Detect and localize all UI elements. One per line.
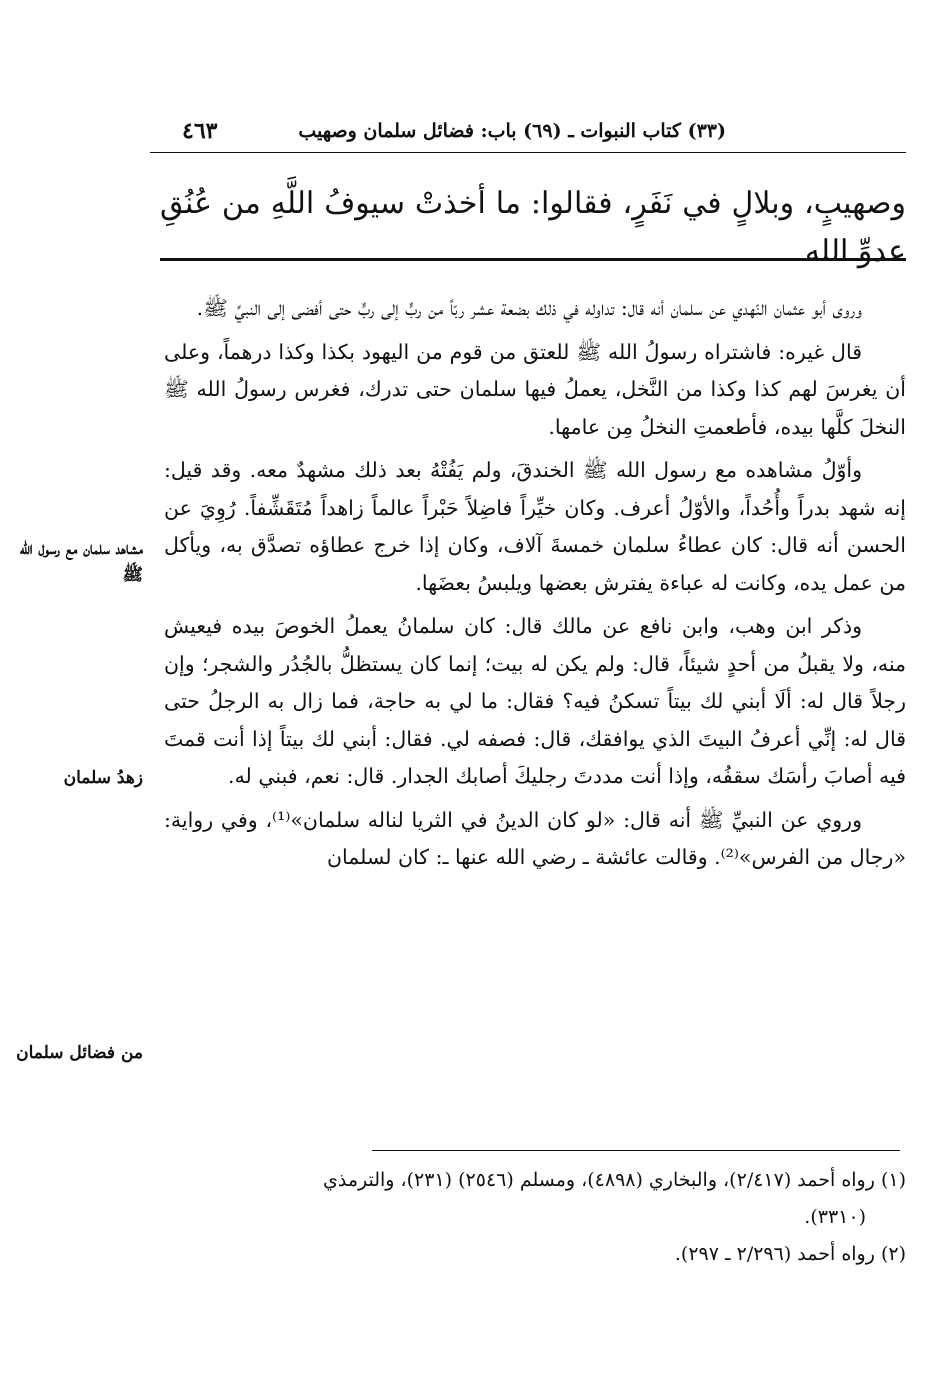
paragraph: قال غيره: فاشتراه رسولُ الله ﷺ للعتق من قوم من اليهود بكذا وكذا درهماً، وعلى أن يغرسَ لهم كذا وكذا من النَّخل، يعملُ فيها سلمان حتى تدرك، فغرس رسولُ الله ﷺ النخلَ كلَّها بيده، فأطعمتِ النخلُ مِن عامها. bbox=[164, 339, 906, 439]
hadith-text: وصهيبٍ، وبلالٍ في نَفَرٍ، فقالوا: ما أخذتْ سيوفُ اللَّهِ من عُنُقِ عدوِّ الله bbox=[160, 186, 906, 269]
margin-note-salman-battles: مشاهد سلمان مع رسول الله ﷺ bbox=[19, 539, 143, 585]
paragraph: وأوّلُ مشاهده مع رسول الله ﷺ الخندقَ، ولم يَفُتْهُ بعد ذلك مشهدٌ معه. وقد قيل: إنه شهد بدراً وأُحُداً، والأوّلُ أعرف. وكان خيِّراً فاضِلاً حَبْراً عالماً زاهداً مُتَقَشِّفاً. رُوِيَ عن الحسن أنه قال: كان عطاءُ سلمان خمسةَ آلاف، وكان إذا خرج عطاؤه تصدَّق به، ويأكل من عمل يده، وكانت له عباءة يفترش بعضها ويلبسُ بعضَها. bbox=[164, 458, 906, 595]
header-rule bbox=[150, 152, 906, 153]
footnotes bbox=[164, 1162, 906, 1273]
hadith-separator-rule bbox=[160, 258, 906, 261]
paragraph: وذكر ابن وهب، وابن نافع عن مالك قال: كان سلمانُ يعملُ الخوصَ بيده فيعيش منه، ولا يقبلُ من أحدٍ شيئاً، قال: ولم يكن له بيت؛ إنما كان يستظلُّ بالجُدُر والشجر؛ وإن رجلاً قال له: ألَا أبني لك بيتاً تسكنُ فيه؟ فقال: ما لي به حاجة، فما زال به الرجلُ حتى قال له: إنِّي أعرفُ البيتَ الذي يوافقك، قال: فصفه لي. فقال: أبني لك بيتاً إذا أنت قمتَ فيه أصابَ رأسَك سقفُه، وإذا أنت مددتَ رجليكَ أصابك الجدار. قال: نعم، فبني له. bbox=[164, 614, 906, 788]
running-head-title: (٣٣) كتاب النبوات ـ (٦٩) باب: فضائل سلمان وصهيب bbox=[298, 120, 726, 142]
footnote: (١) رواه أحمد (٢/٤١٧)، والبخاري (٤٨٩٨)، ومسلم (٢٥٤٦) (٢٣١)، والترمذي bbox=[322, 1169, 906, 1191]
paragraph: وروي عن النبيِّ ﷺ أنه قال: «لو كان الدينُ في الثريا لناله سلمان»⁽¹⁾، وفي رواية: «رجال من الفرس»⁽²⁾. وقالت عائشة ـ رضي الله عنها ـ: كان لسلمان bbox=[164, 807, 906, 869]
footnote-continuation: (٣٣١٠). bbox=[804, 1206, 866, 1228]
footnote: (٢) رواه أحمد (٢/٢٩٦ ـ ٢٩٧). bbox=[674, 1243, 906, 1265]
running-head bbox=[150, 118, 906, 148]
margin-note-salman-asceticism: زهدُ سلمان bbox=[63, 768, 143, 788]
paragraph: وروى أبو عثمان النّهدي عن سلمان أنه قال: تداوله في ذلك بضعة عشر ربّاً من ربٍّ إلى ربٍّ حتى أفضى إلى النبيِّ ﷺ. bbox=[196, 296, 862, 320]
commentary-body bbox=[164, 290, 906, 883]
margin-note-salman-virtues: من فضائل سلمان bbox=[16, 1043, 143, 1063]
footnote-rule bbox=[372, 1150, 900, 1151]
page-number: ٤٦٣ bbox=[182, 118, 218, 144]
